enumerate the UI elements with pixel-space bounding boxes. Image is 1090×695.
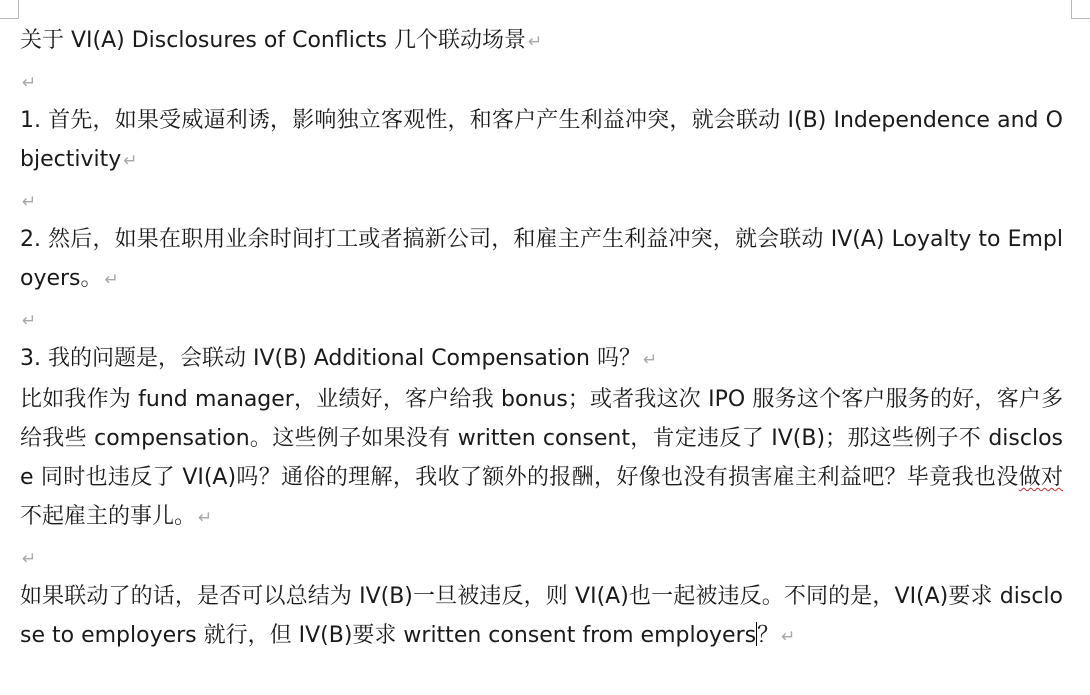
point-3-paragraph[interactable] (20, 339, 1063, 380)
document-body[interactable] (20, 21, 1063, 657)
page-corner-top-right (1071, 0, 1090, 19)
paragraph-mark-icon: ↵ (781, 627, 796, 647)
paragraph-mark-icon: ↵ (123, 151, 138, 171)
point-3-text: 3. 我的问题是，会联动 IV(B) Additional Compensation 吗？ (20, 346, 641, 371)
point-2-text: 2. 然后，如果在职用业余时间打工或者搞新公司，和雇主产生利益冲突，就会联动 IV(A) Loyalty to Employers。 (20, 227, 1063, 291)
paragraph-mark-icon: ↵ (198, 508, 213, 528)
paragraph-mark-icon: ↵ (528, 32, 543, 52)
example-text: 比如我作为 fund manager，业绩好，客户给我 bonus；或者我这次 IPO 服务这个客户服务的好，客户多给我些 compensation。这些例子如果没有 written consent，肯定违反了 IV(B)；那这些例子不 disclose 同时也违反了 VI(A)吗？通俗的理解，我收了额外的报酬，好像也没有损害雇主利益吧？毕竟我也没 (20, 387, 1063, 490)
empty-paragraph[interactable] (20, 300, 1063, 339)
summary-paragraph[interactable] (20, 577, 1063, 657)
example-paragraph[interactable] (20, 380, 1063, 538)
document-title: 关于 VI(A) Disclosures of Conflicts 几个联动场景 (20, 28, 526, 53)
paragraph-mark-icon: ↵ (22, 549, 37, 569)
empty-paragraph[interactable] (20, 538, 1063, 577)
paragraph-mark-icon: ↵ (104, 270, 119, 290)
paragraph-mark-icon: ↵ (642, 350, 658, 370)
page-corner-top-left (0, 0, 19, 19)
point-2-paragraph[interactable] (20, 220, 1063, 300)
spellcheck-flagged-word[interactable]: 做对 (1018, 465, 1063, 490)
empty-paragraph[interactable] (20, 181, 1063, 220)
empty-paragraph[interactable] (20, 62, 1063, 101)
document-title-paragraph[interactable] (20, 21, 1063, 62)
summary-text: 如果联动了的话，是否可以总结为 IV(B)一旦被违反，则 VI(A)也一起被违反。不同的是，VI(A)要求 disclose to employers 就行，但 IV(B)要求 written consent from employers (20, 584, 1063, 648)
point-1-paragraph[interactable] (20, 101, 1063, 181)
example-text-end: 不起雇主的事儿。 (20, 504, 197, 529)
paragraph-mark-icon: ↵ (22, 311, 37, 331)
point-1-text: 1. 首先，如果受威逼利诱，影响独立客观性，和客户产生利益冲突，就会联动 I(B) Independence and Objectivity (20, 108, 1063, 172)
paragraph-mark-icon: ↵ (22, 192, 37, 212)
paragraph-mark-icon: ↵ (22, 73, 37, 93)
summary-text-end: ？ (757, 623, 780, 648)
